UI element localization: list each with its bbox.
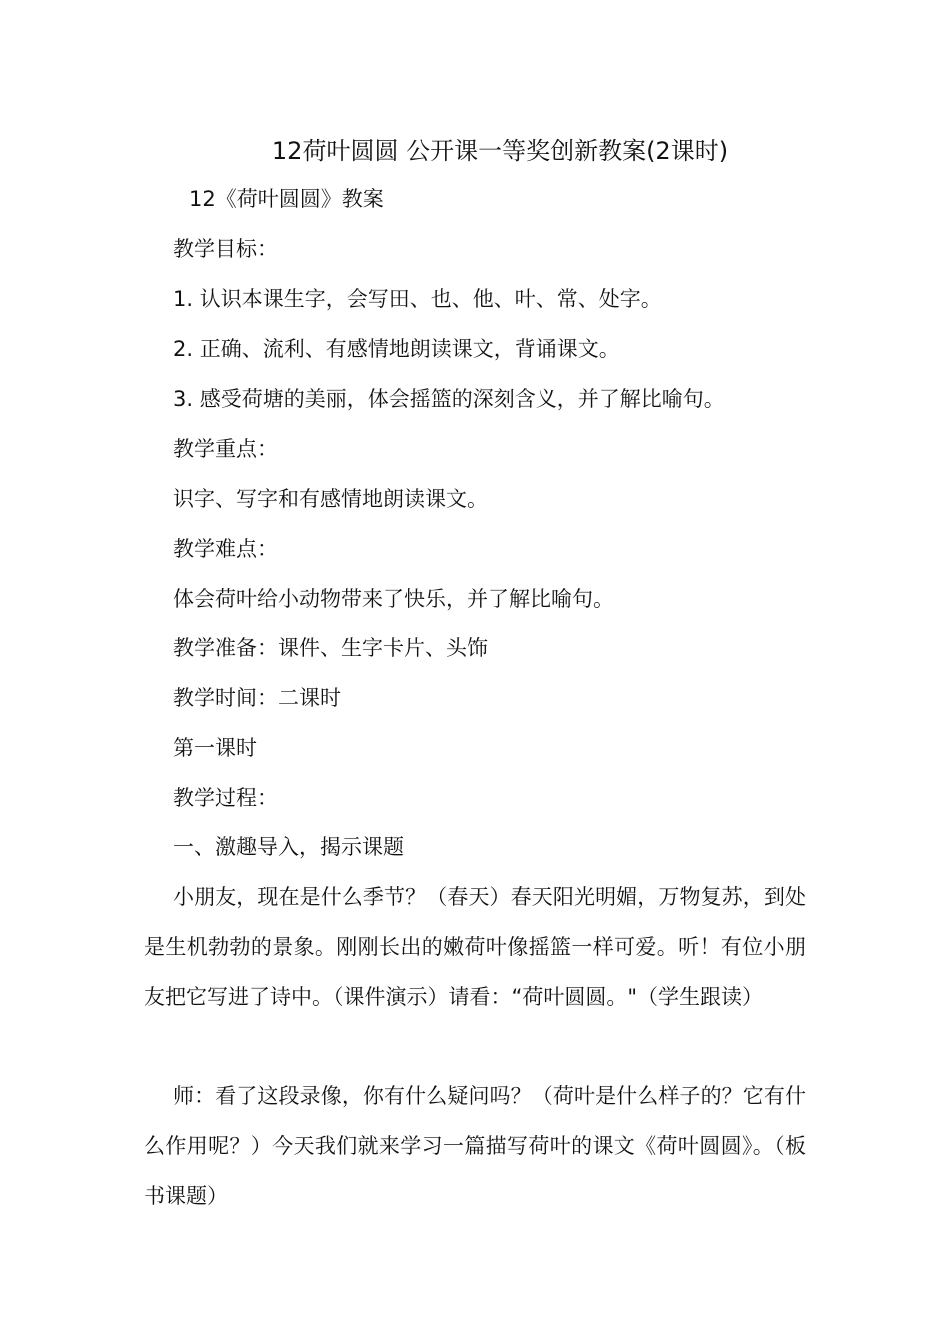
lesson-one-heading: 第一课时 — [173, 736, 257, 760]
goals-heading: 教学目标： — [173, 237, 278, 261]
intro-paragraph: 小朋友，现在是什么季节？（春天）春天阳光明媚，万物复苏，到处是生机勃勃的景象。刚刚长出的嫩荷叶像摇篮一样可爱。听！有位小朋友把它写进了诗中。（课件演示）请看：“荷叶圆圆。"（学生跟读） — [144, 885, 806, 1009]
teacher-paragraph: 师：看了这段录像，你有什么疑问吗？（荷叶是什么样子的？它有什么作用呢？）今天我们就来学习一篇描写荷叶的课文《荷叶圆圆》。（板书课题） — [144, 1084, 806, 1208]
difficulties-heading: 教学难点： — [173, 537, 278, 561]
goal-item-2: 2. 正确、流利、有感情地朗读课文，背诵课文。 — [173, 337, 620, 361]
key-points-heading: 教学重点： — [173, 437, 278, 461]
document-title: 12荷叶圆圆 公开课一等奖创新教案(2课时) — [271, 137, 729, 165]
time-text: 教学时间：二课时 — [173, 686, 341, 710]
section-one-heading: 一、激趣导入，揭示课题 — [173, 835, 404, 859]
process-heading: 教学过程： — [173, 786, 278, 810]
preparation-text: 教学准备：课件、生字卡片、头饰 — [173, 636, 488, 660]
lesson-plan-subtitle: 12《荷叶圆圆》教案 — [189, 187, 384, 211]
difficulties-text: 体会荷叶给小动物带来了快乐，并了解比喻句。 — [173, 587, 614, 611]
goal-item-1: 1. 认识本课生字，会写田、也、他、叶、常、处字。 — [173, 287, 662, 311]
goal-item-3: 3. 感受荷塘的美丽，体会摇篮的深刻含义，并了解比喻句。 — [173, 387, 725, 411]
key-points-text: 识字、写字和有感情地朗读课文。 — [173, 487, 488, 511]
